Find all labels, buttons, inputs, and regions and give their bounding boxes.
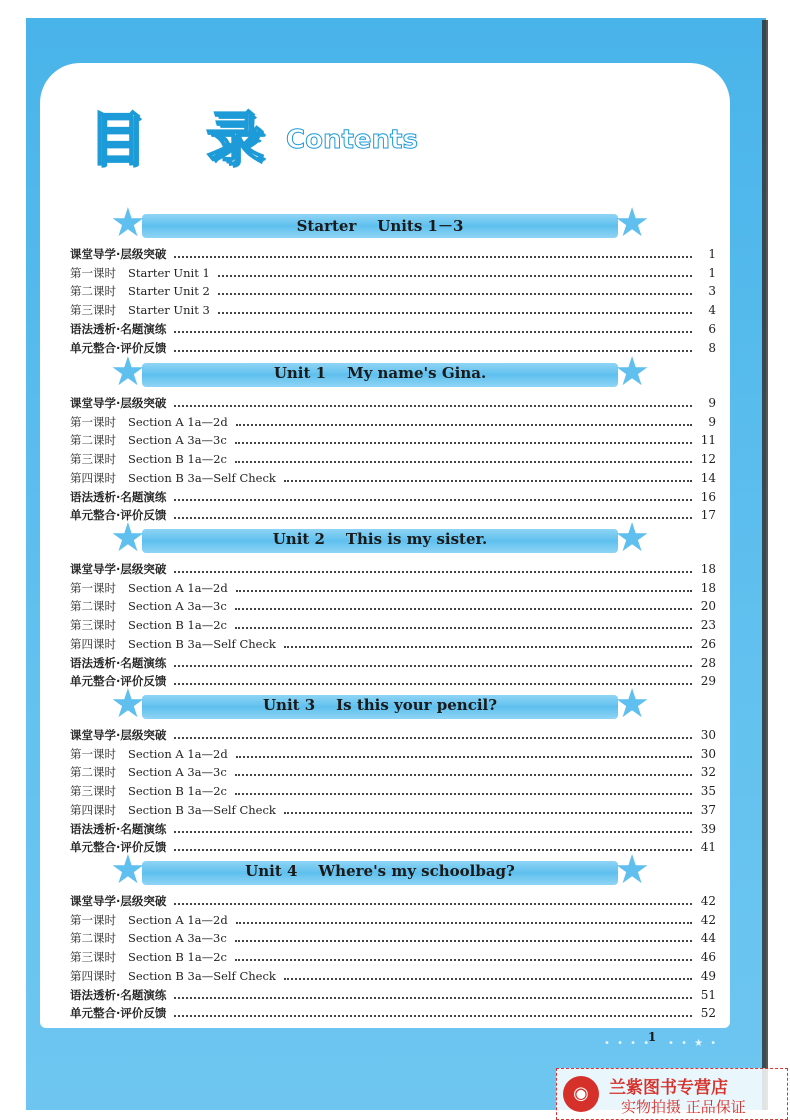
entry-page-number: 42 [700,894,716,908]
entry-page-number: 39 [700,821,716,836]
entry-page-number: 3 [708,284,716,299]
entry-subtitle: Section A 3a—3c [128,433,227,448]
toc-entry[interactable] [70,820,716,838]
toc-entry[interactable] [70,413,716,431]
leader-dots [174,1015,692,1017]
leader-dots [235,774,692,776]
entry-label: 第三课时 [70,618,116,633]
entry-page-number: 30 [700,728,716,742]
leader-dots [174,571,692,573]
entry-page-number: 41 [700,840,716,855]
entry-label: 第三课时 [70,784,116,799]
toc-entry[interactable] [70,892,716,910]
entry-label: 第二课时 [70,599,116,614]
entry-subtitle: Section A 1a—2d [128,912,228,927]
section-heading: Unit 1 My name's Gina. [273,364,487,382]
toc-entry[interactable] [70,782,716,800]
entry-label: 第一课时 [70,912,116,927]
star-icon: ★ [614,515,650,561]
entry-page-number: 8 [708,340,716,355]
section-heading: Unit 3 Is this your pencil? [262,696,498,714]
entry-page-number: 52 [700,1006,716,1021]
star-icon: ★ [110,349,146,395]
entry-page-number: 12 [700,452,716,467]
entry-label: 单元整合·评价反馈 [70,340,167,355]
entry-page-number: 46 [700,950,716,965]
entry-label: 第三课时 [70,303,116,318]
toc-entry[interactable] [70,264,716,282]
toc-entry[interactable] [70,1004,716,1022]
section-heading-band [110,847,650,893]
section-heading: Unit 4 Where's my schoolbag? [245,862,515,880]
entry-page-number: 29 [700,674,716,689]
leader-dots [174,405,692,407]
entry-page-number: 35 [700,784,716,799]
entry-label: 第四课时 [70,968,116,983]
toc-entry[interactable] [70,282,716,300]
footer-dots-left: • • • • [604,1038,652,1049]
entry-subtitle: Section B 1a—2c [128,784,227,799]
entry-page-number: 20 [700,599,716,614]
entry-label: 第四课时 [70,636,116,651]
entry-subtitle: Section B 1a—2c [128,618,227,633]
leader-dots [174,997,692,999]
entry-label: 课堂导学·层级突破 [70,562,167,576]
entry-label: 第二课时 [70,765,116,780]
leader-dots [235,793,692,795]
entry-label: 课堂导学·层级突破 [70,247,167,261]
entry-label: 单元整合·评价反馈 [70,1006,167,1021]
toc-entry[interactable] [70,763,716,781]
entry-page-number: 30 [700,746,716,761]
entry-subtitle: Section A 1a—2d [128,746,228,761]
toc-entry[interactable] [70,967,716,985]
section-heading: Starter Units 1－3 [296,217,464,235]
entry-page-number: 18 [700,562,716,576]
page-number: 1 [647,1030,657,1044]
toc-entry[interactable] [70,450,716,468]
leader-dots [174,737,692,739]
toc-entry[interactable] [70,986,716,1004]
leader-dots [236,424,692,426]
entry-page-number: 18 [700,580,716,595]
entry-label: 第一课时 [70,746,116,761]
toc-entry[interactable] [70,579,716,597]
toc-entry[interactable] [70,560,716,578]
entry-subtitle: Starter Unit 1 [128,265,210,280]
toc-entry[interactable] [70,394,716,412]
toc-entry[interactable] [70,320,716,338]
toc-entry[interactable] [70,801,716,819]
entry-subtitle: Section B 3a—Self Check [128,470,276,485]
toc-entry[interactable] [70,488,716,506]
toc-entry[interactable] [70,597,716,615]
leader-dots [236,922,692,924]
entry-label: 第四课时 [70,470,116,485]
leader-dots [174,831,692,833]
entry-subtitle: Section B 1a—2c [128,452,227,467]
page-edge-shadow [762,20,768,1110]
leader-dots [236,756,692,758]
star-icon: ★ [614,847,650,893]
entry-label: 第三课时 [70,452,116,467]
entry-label: 语法透析·名题演练 [70,821,167,836]
entry-page-number: 4 [708,303,716,318]
camera-icon: ◉ [563,1076,599,1112]
toc-entry[interactable] [70,245,716,263]
entry-label: 课堂导学·层级突破 [70,396,167,410]
leader-dots [174,903,692,905]
entry-subtitle: Section B 3a—Self Check [128,802,276,817]
entry-label: 第一课时 [70,580,116,595]
entry-subtitle: Section A 3a—3c [128,931,227,946]
page-title-english: Contents [286,125,418,155]
entry-label: 语法透析·名题演练 [70,655,167,670]
star-icon: ★ [614,200,650,246]
toc-entry[interactable] [70,726,716,744]
entry-label: 第二课时 [70,433,116,448]
star-icon: ★ [110,515,146,561]
entry-label: 课堂导学·层级突破 [70,894,167,908]
star-icon: ★ [110,200,146,246]
leader-dots [284,646,692,648]
star-icon: ★ [614,681,650,727]
leader-dots [236,590,692,592]
section-heading-band [110,200,650,246]
entry-label: 第四课时 [70,802,116,817]
entry-page-number: 9 [708,396,716,410]
leader-dots [284,480,692,482]
entry-page-number: 11 [700,433,716,448]
entry-label: 第三课时 [70,950,116,965]
entry-label: 单元整合·评价反馈 [70,508,167,523]
section-heading-band [110,681,650,727]
toc-entry[interactable] [70,948,716,966]
entry-label: 语法透析·名题演练 [70,489,167,504]
leader-dots [174,256,692,258]
shop-watermark [556,1068,788,1120]
entry-subtitle: Starter Unit 2 [128,284,210,299]
entry-label: 第一课时 [70,414,116,429]
entry-label: 第二课时 [70,284,116,299]
toc-entry[interactable] [70,745,716,763]
entry-label: 第二课时 [70,931,116,946]
footer-dots-right: • • ★ • [668,1038,719,1049]
star-icon: ★ [614,349,650,395]
entry-subtitle: Section B 1a—2c [128,950,227,965]
star-icon: ★ [110,847,146,893]
entry-page-number: 37 [700,802,716,817]
entry-label: 课堂导学·层级突破 [70,728,167,742]
entry-page-number: 1 [708,265,716,280]
toc-entry[interactable] [70,929,716,947]
leader-dots [284,978,692,980]
section-heading-band [110,349,650,395]
entry-subtitle: Section B 3a—Self Check [128,968,276,983]
toc-entry[interactable] [70,616,716,634]
entry-label: 第一课时 [70,265,116,280]
toc-entry[interactable] [70,911,716,929]
entry-page-number: 23 [700,618,716,633]
entry-page-number: 51 [700,987,716,1002]
leader-dots [235,627,692,629]
entry-page-number: 14 [700,470,716,485]
entry-page-number: 9 [708,414,716,429]
watermark-shop-name: 兰紫图书专营店 [609,1078,728,1098]
entry-subtitle: Section A 1a—2d [128,580,228,595]
leader-dots [218,312,692,314]
leader-dots [174,499,692,501]
leader-dots [235,442,692,444]
entry-page-number: 42 [700,912,716,927]
leader-dots [174,665,692,667]
toc-entry[interactable] [70,635,716,653]
leader-dots [218,293,692,295]
section-heading: Unit 2 This is my sister. [272,530,488,548]
leader-dots [235,940,692,942]
entry-page-number: 28 [700,655,716,670]
entry-page-number: 49 [700,968,716,983]
leader-dots [218,275,692,277]
entry-page-number: 16 [700,489,716,504]
entry-subtitle: Starter Unit 3 [128,303,210,318]
entry-page-number: 26 [700,636,716,651]
entry-label: 语法透析·名题演练 [70,321,167,336]
entry-page-number: 6 [708,321,716,336]
toc-entry[interactable] [70,431,716,449]
entry-label: 单元整合·评价反馈 [70,840,167,855]
entry-page-number: 44 [700,931,716,946]
entry-label: 语法透析·名题演练 [70,987,167,1002]
toc-entry[interactable] [70,469,716,487]
toc-entry[interactable] [70,654,716,672]
section-heading-band [110,515,650,561]
leader-dots [284,812,692,814]
leader-dots [235,608,692,610]
entry-page-number: 17 [700,508,716,523]
leader-dots [235,461,692,463]
entry-subtitle: Section A 3a—3c [128,599,227,614]
entry-page-number: 32 [700,765,716,780]
entry-subtitle: Section A 3a—3c [128,765,227,780]
star-icon: ★ [110,681,146,727]
page-title-chinese: 目 录 [88,105,285,173]
entry-subtitle: Section A 1a—2d [128,414,228,429]
entry-subtitle: Section B 3a—Self Check [128,636,276,651]
entry-page-number: 1 [708,247,716,261]
leader-dots [174,331,692,333]
entry-label: 单元整合·评价反馈 [70,674,167,689]
leader-dots [235,959,692,961]
watermark-slogan: 实物拍摄 正品保证 [621,1098,746,1116]
toc-entry[interactable] [70,301,716,319]
